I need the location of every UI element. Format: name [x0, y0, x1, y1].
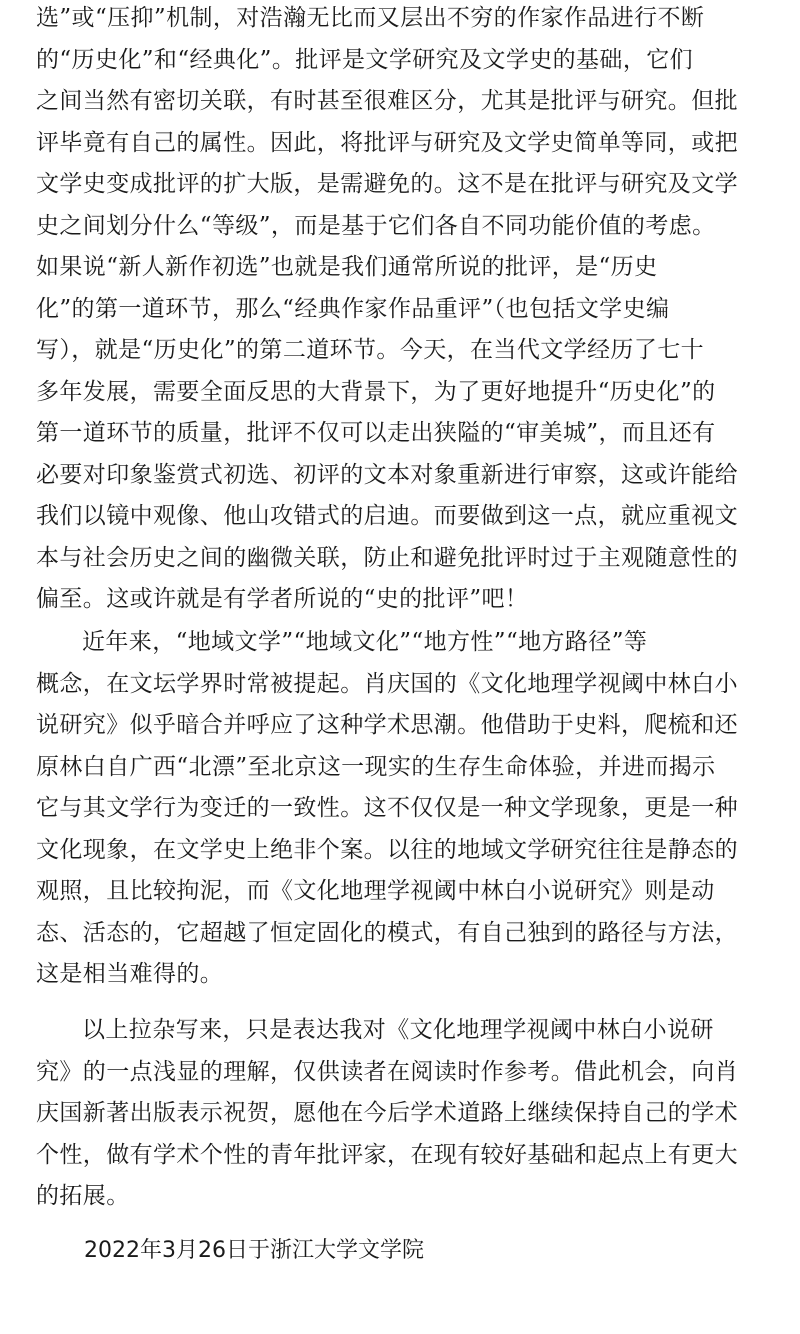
- text-line: 必要对印象鉴赏式初选、初评的文本对象重新进行审察，这或许能给: [36, 461, 738, 488]
- paragraph-regional-literature: [36, 622, 764, 996]
- text-line: 文学史变成批评的扩大版，是需避免的。这不是在批评与研究及文学: [36, 171, 738, 197]
- text-line: 史之间划分什么“等级”，而是基于它们各自不同功能价值的考虑。: [36, 212, 716, 239]
- date-signature: 2022年3月26日于浙江大学文学院: [84, 1238, 424, 1263]
- text-line: 第一道环节的质量，批评不仅可以走出狭隘的“审美城”，而且还有: [36, 420, 716, 446]
- text-line: 多年发展，需要全面反思的大背景下，为了更好地提升“历史化”的: [36, 378, 716, 405]
- text-line: 我们以镜中观像、他山攻错式的启迪。而要做到这一点，就应重视文: [36, 503, 738, 529]
- text-line: 评毕竟有自己的属性。因此，将批评与研究及文学史简单等同，或把: [36, 129, 738, 156]
- text-line: 文化现象，在文学史上绝非个案。以往的地域文学研究往往是静态的: [36, 836, 738, 863]
- paragraph-closing-remarks: [36, 1010, 764, 1218]
- text-line: 的拓展。: [36, 1183, 130, 1209]
- text-line: 原林白自广西“北漂”至北京这一现实的生存生命体验，并进而揭示: [36, 753, 716, 780]
- text-line: 观照，且比较拘泥，而《文化地理学视阈中林白小说研究》则是动: [36, 878, 715, 904]
- text-line: 这是相当难得的。: [36, 961, 224, 987]
- text-line: 究》的一点浅显的理解，仅供读者在阅读时作参考。借此机会，向肖: [36, 1058, 738, 1085]
- text-line: 选”或“压抑”机制，对浩瀚无比而又层出不穷的作家作品进行不断: [36, 5, 705, 31]
- text-line: 化”的第一道环节，那么“经典作家作品重评”（也包括文学史编: [36, 295, 670, 322]
- text-line: 态、活态的，它超越了恒定固化的模式，有自己独到的路径与方法，: [36, 919, 738, 946]
- text-line: 概念，在文坛学界时常被提起。肖庆国的《文化地理学视阈中林白小: [36, 670, 738, 697]
- text-line: 写），就是“历史化”的第二道环节。今天，在当代文学经历了七十: [36, 337, 705, 363]
- text-line-first: 以上拉杂写来，只是表达我对《文化地理学视阈中林白小说研: [82, 1017, 714, 1043]
- text-line: 说研究》似乎暗合并呼应了这种学术思潮。他借助于史料，爬梳和还: [36, 712, 738, 738]
- text-line-first: 近年来，“地域文学”“地域文化”“地方性”“地方路径”等: [82, 629, 648, 655]
- text-line: 如果说“新人新作初选”也就是我们通常所说的批评，是“历史: [36, 254, 658, 280]
- text-line: 庆国新著出版表示祝贺，愿他在今后学术道路上继续保持自己的学术: [36, 1100, 738, 1126]
- paragraph-criticism-historicization: [36, 0, 764, 621]
- text-line: 个性，做有学术个性的青年批评家，在现有较好基础和起点上有更大: [36, 1141, 738, 1168]
- text-line: 本与社会历史之间的幽微关联，防止和避免批评时过于主观随意性的: [36, 544, 738, 571]
- text-line: 偏至。这或许就是有学者所说的“史的批评”吧！: [36, 586, 529, 612]
- text-line: 之间当然有密切关联，有时甚至很难区分，尤其是批评与研究。但批: [36, 88, 738, 114]
- text-line: 它与其文学行为变迁的一致性。这不仅仅是一种文学现象，更是一种: [36, 795, 738, 821]
- text-line: 的“历史化”和“经典化”。批评是文学研究及文学史的基础，它们: [36, 46, 694, 73]
